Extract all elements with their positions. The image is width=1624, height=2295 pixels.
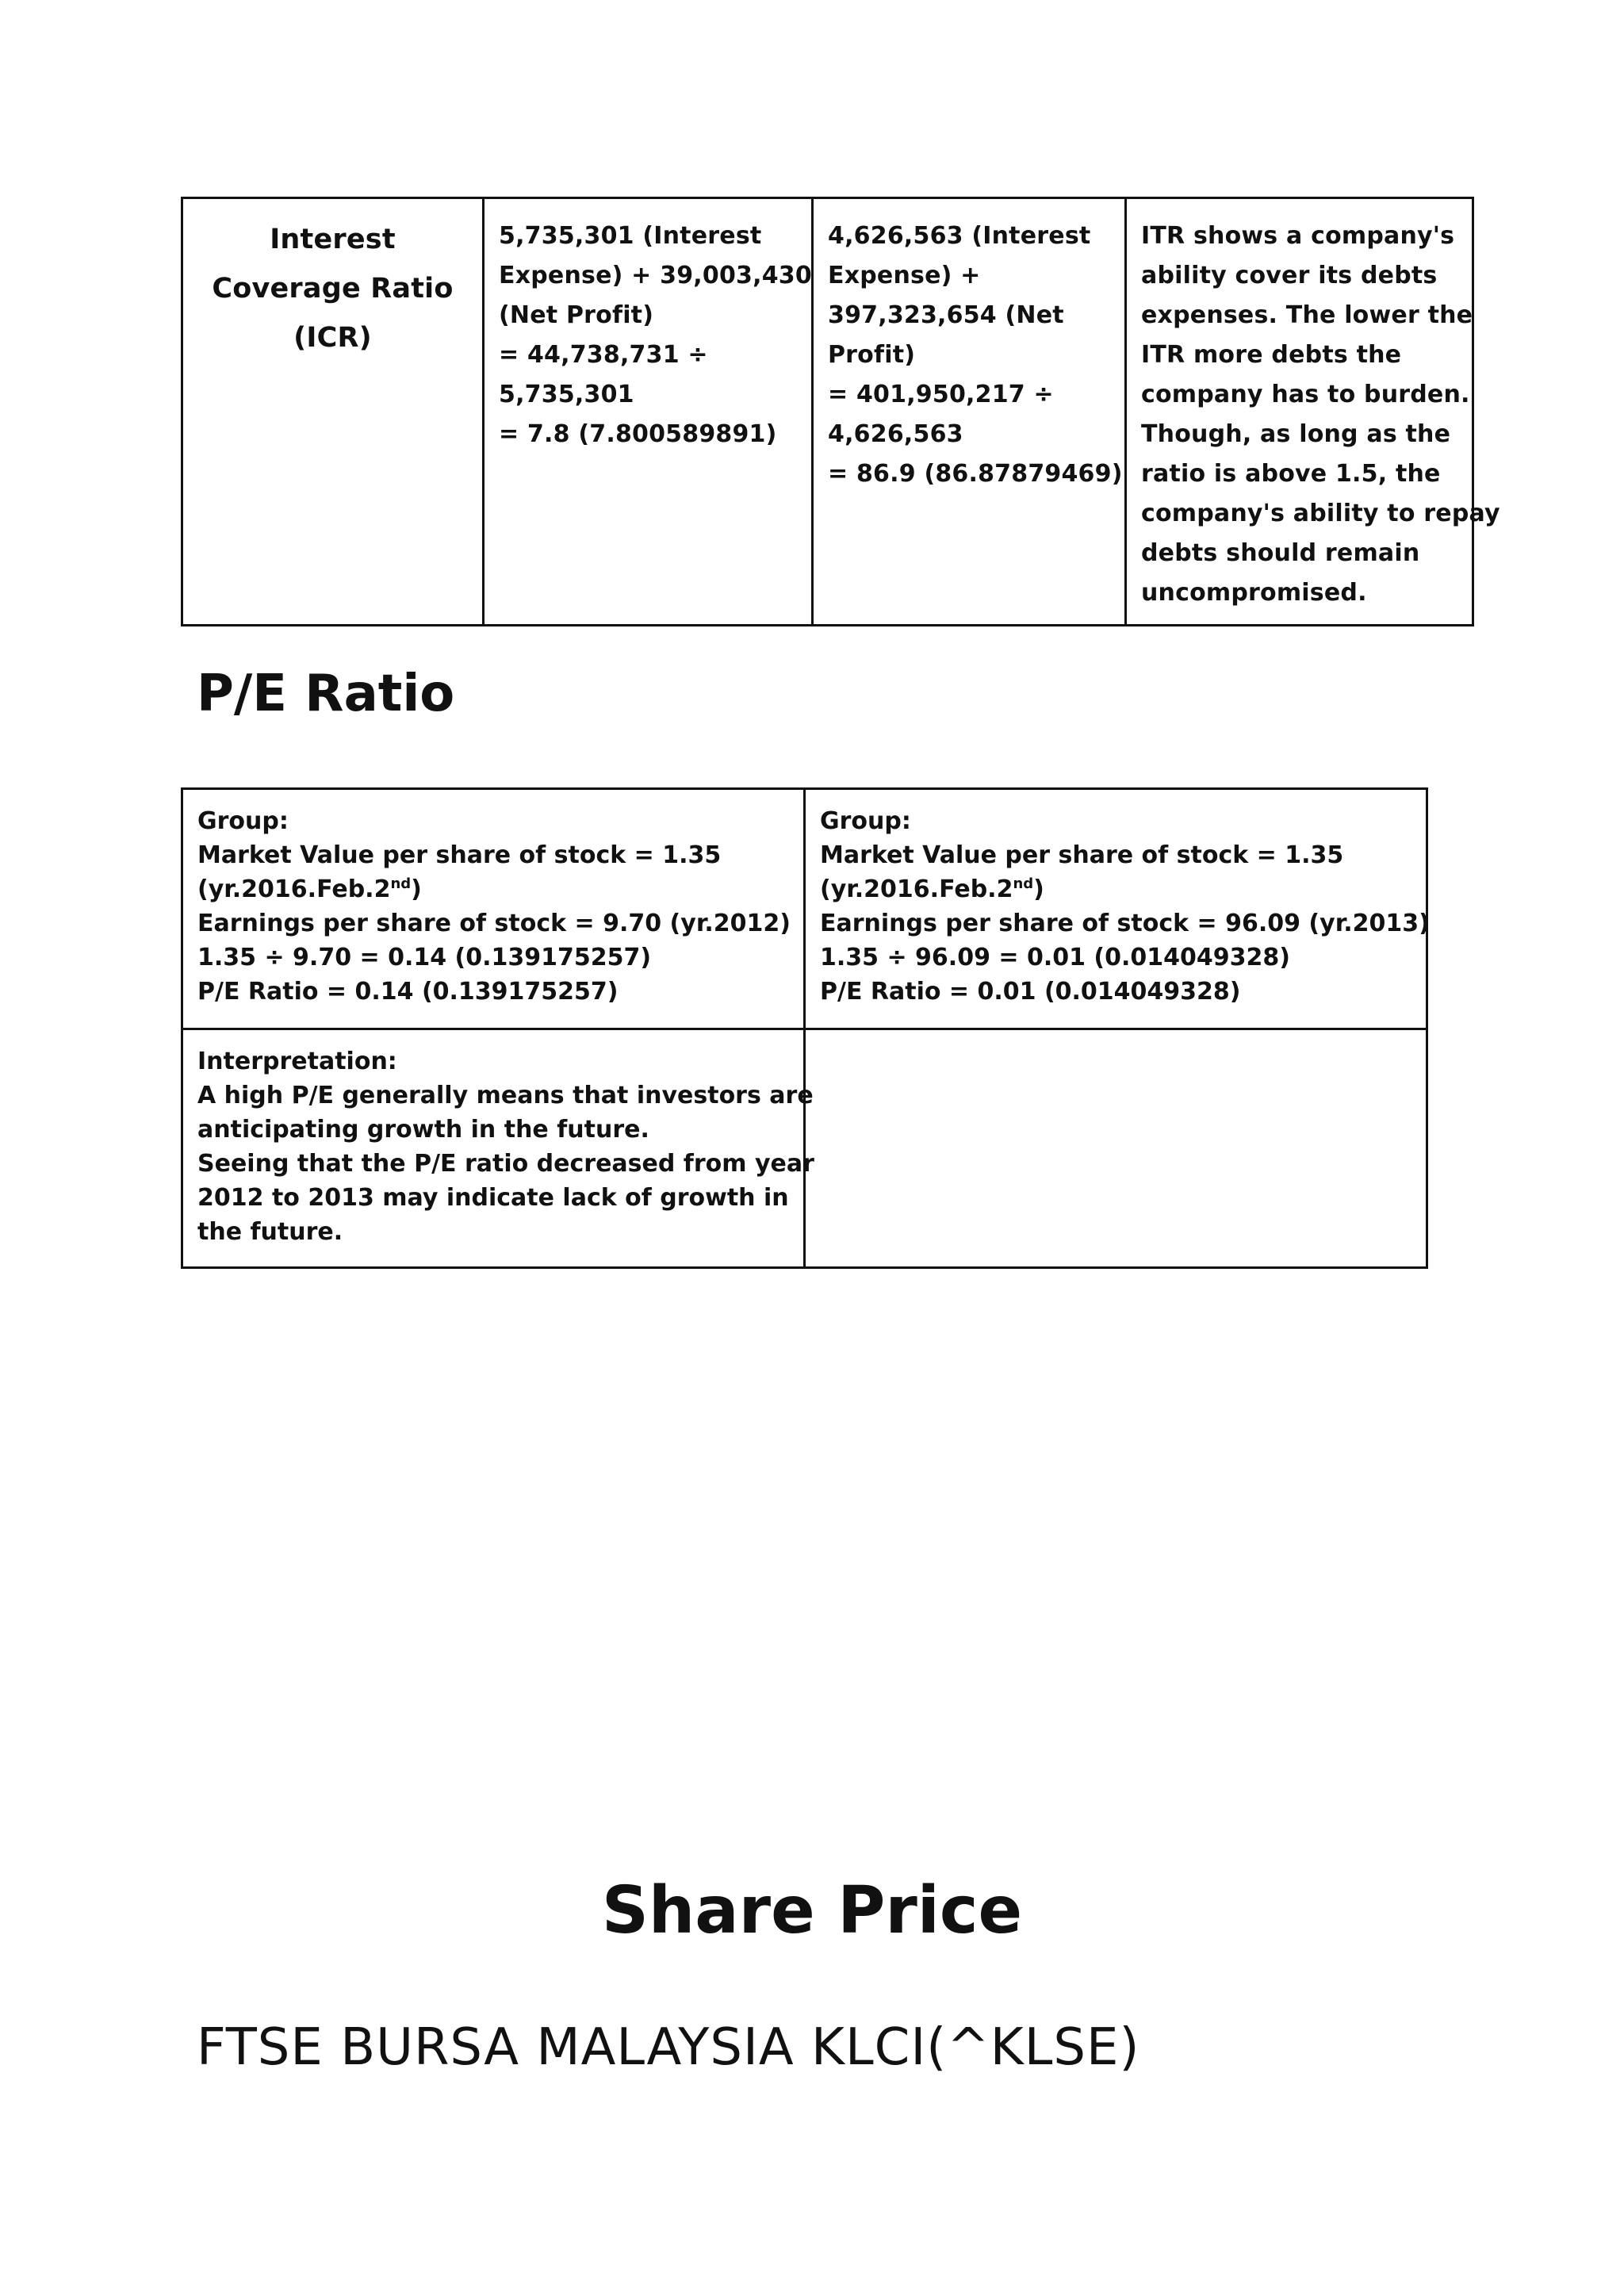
eps-line: Earnings per share of stock = 9.70 (yr.2012) <box>197 910 791 937</box>
interpretation-line: debts should remain <box>1141 539 1420 567</box>
calc-line: 5,735,301 (Interest <box>499 222 762 250</box>
calc-line: = 7.8 (7.800589891) <box>499 420 777 448</box>
calc-line: Profit) <box>828 341 916 369</box>
interpretation-line: company's ability to repay <box>1141 500 1500 527</box>
calc-line: 1.35 ÷ 96.09 = 0.01 (0.014049328) <box>820 944 1290 971</box>
pe-ratio-table <box>181 787 1428 1269</box>
date-text: (yr.2016.Feb.2 <box>820 875 1013 903</box>
date-ordinal: nd <box>390 875 412 892</box>
icr-row <box>182 198 1473 626</box>
date-text: (yr.2016.Feb.2 <box>197 875 391 903</box>
interpretation-line: Seeing that the P/E ratio decreased from year <box>197 1150 814 1178</box>
market-value-line: Market Value per share of stock = 1.35 <box>820 841 1344 869</box>
icr-label: Interest Coverage Ratio (ICR) <box>182 198 484 626</box>
calc-line: 4,626,563 <box>828 420 963 448</box>
pe-empty-cell <box>805 1029 1427 1268</box>
pe-interpretation-row <box>182 1029 1427 1268</box>
date-close: ) <box>1033 875 1044 903</box>
interpretation-line: uncompromised. <box>1141 579 1367 607</box>
calc-line: = 401,950,217 ÷ <box>828 381 1054 408</box>
calc-line: 397,323,654 (Net <box>828 301 1064 329</box>
date-ordinal: nd <box>1013 875 1034 892</box>
date-line <box>820 872 1411 906</box>
interpretation-line: Though, as long as the <box>1141 420 1451 448</box>
index-heading: FTSE BURSA MALAYSIA KLCI(^KLSE) <box>197 2018 1140 2077</box>
interpretation-line: anticipating growth in the future. <box>197 1116 649 1144</box>
pe-ratio-heading: P/E Ratio <box>197 665 455 723</box>
interest-coverage-table <box>181 197 1500 626</box>
interpretation-line: the future. <box>197 1218 343 1246</box>
group-label: Group: <box>820 807 911 835</box>
interpretation-line: ability cover its debts <box>1141 262 1438 289</box>
interpretation-line: ITR more debts the <box>1141 341 1402 369</box>
interpretation-line: ratio is above 1.5, the <box>1141 460 1441 488</box>
calc-line: Expense) + 39,003,430 <box>499 262 812 289</box>
date-close: ) <box>411 875 422 903</box>
eps-line: Earnings per share of stock = 96.09 (yr.2013) <box>820 910 1430 937</box>
pe-calculation-row <box>182 789 1427 1029</box>
market-value-line: Market Value per share of stock = 1.35 <box>197 841 722 869</box>
interpretation-line: A high P/E generally means that investors are <box>197 1082 814 1109</box>
icr-2012-calculation <box>484 198 813 626</box>
interpretation-line: expenses. The lower the <box>1141 301 1473 329</box>
interpretation-line: 2012 to 2013 may indicate lack of growth in <box>197 1184 789 1212</box>
group-label: Group: <box>197 807 289 835</box>
calc-line: 1.35 ÷ 9.70 = 0.14 (0.139175257) <box>197 944 652 971</box>
icr-2013-calculation <box>813 198 1126 626</box>
pe-2013-cell <box>805 789 1430 1029</box>
calc-line: Expense) + <box>828 262 981 289</box>
share-price-heading: Share Price <box>601 1873 1023 1948</box>
calc-line: = 86.9 (86.87879469) <box>828 460 1123 488</box>
interpretation-label: Interpretation: <box>197 1048 397 1075</box>
calc-line: = 44,738,731 ÷ <box>499 341 708 369</box>
pe-interpretation-cell <box>182 1029 814 1268</box>
calc-line: 4,626,563 (Interest <box>828 222 1091 250</box>
calc-line: (Net Profit) <box>499 301 654 329</box>
interpretation-line: ITR shows a company's <box>1141 222 1455 250</box>
icr-interpretation <box>1126 198 1500 626</box>
pe-result: P/E Ratio = 0.01 (0.014049328) <box>820 978 1241 1006</box>
pe-2012-cell <box>182 789 805 1029</box>
calc-line: 5,735,301 <box>499 381 634 408</box>
date-line <box>197 872 789 906</box>
pe-result: P/E Ratio = 0.14 (0.139175257) <box>197 978 619 1006</box>
interpretation-line: company has to burden. <box>1141 381 1470 408</box>
